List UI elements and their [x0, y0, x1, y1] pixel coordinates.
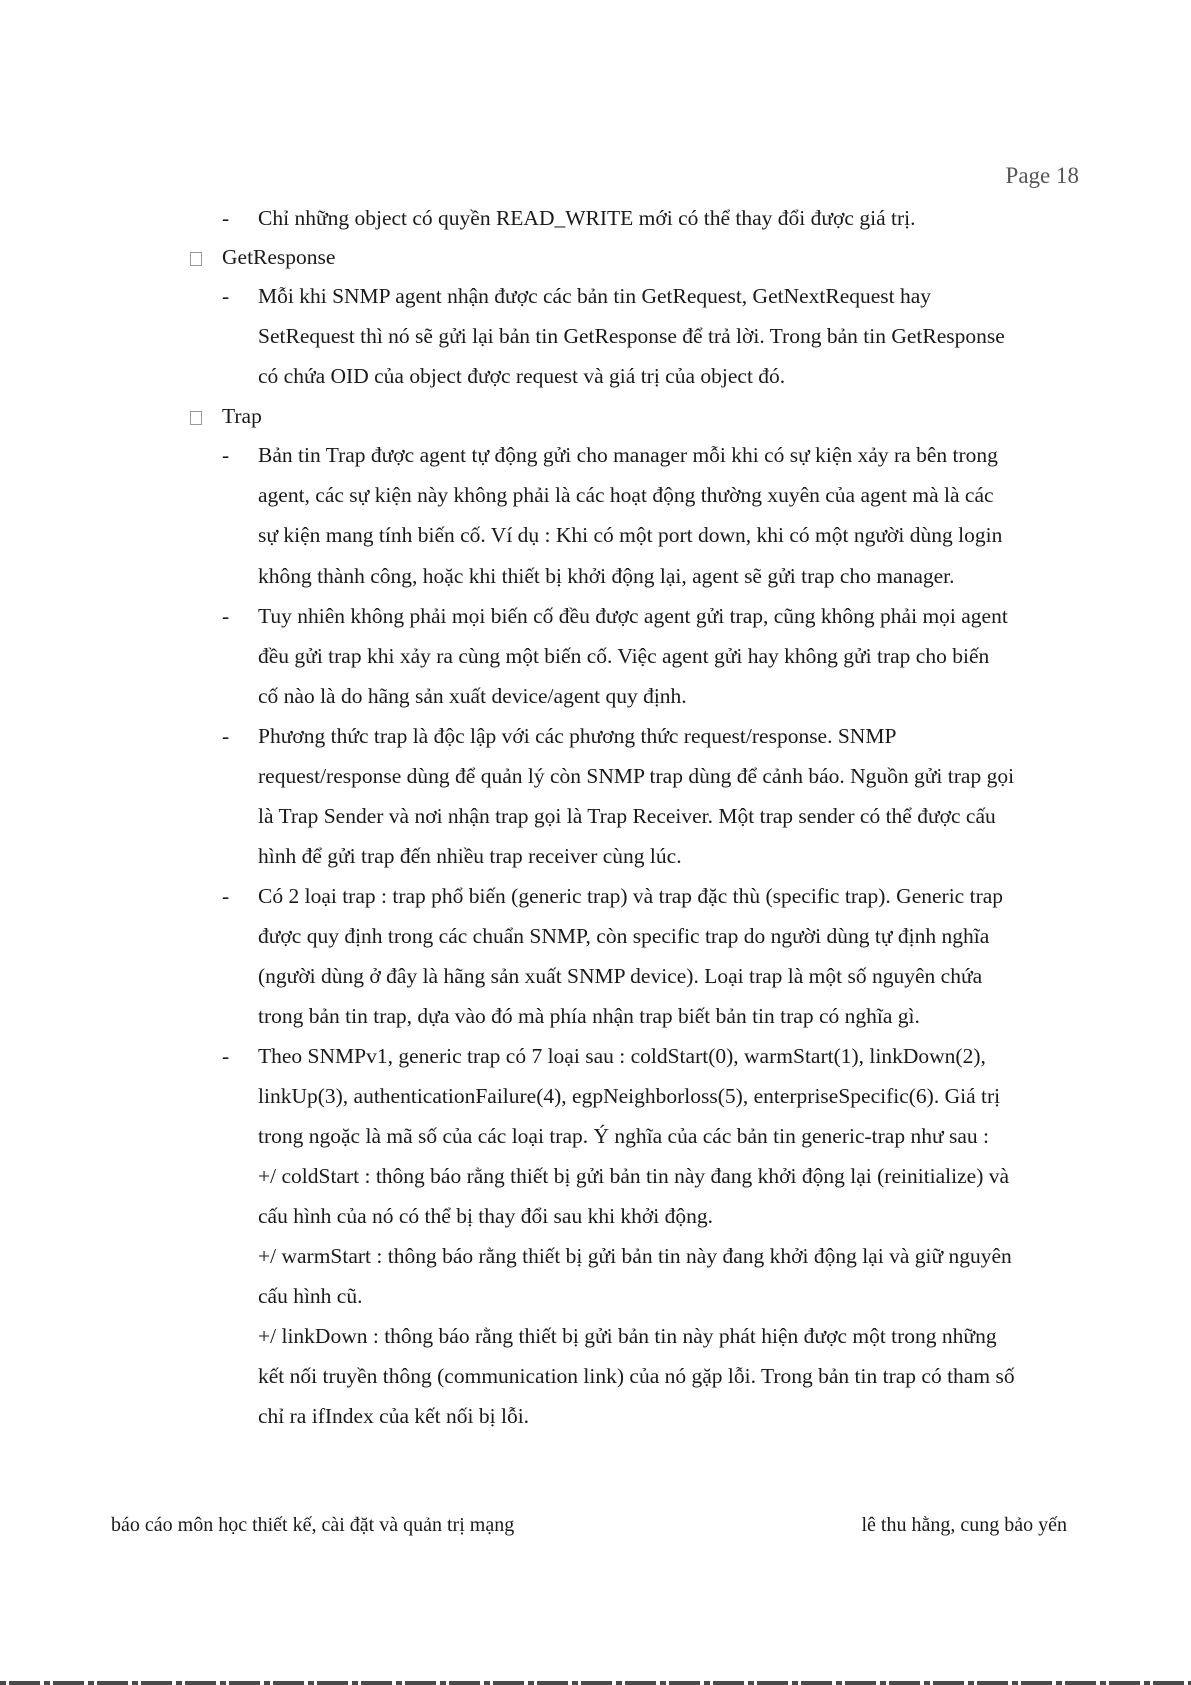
bottom-border	[0, 1681, 1191, 1685]
body-text-line: Theo SNMPv1, generic trap có 7 loại sau : coldStart(0), warmStart(1), linkDown(2),	[258, 1044, 986, 1068]
body-text-line: hình để gửi trap đến nhiều trap receiver cùng lúc.	[258, 844, 682, 868]
body-text-line: sự kiện mang tính biến cố. Ví dụ : Khi có một port down, khi có một người dùng login	[258, 523, 1003, 547]
body-text-line: Mỗi khi SNMP agent nhận được các bản tin GetRequest, GetNextRequest hay	[258, 284, 932, 308]
body-text-line: được quy định trong các chuẩn SNMP, còn specific trap do người dùng tự định nghĩa	[258, 924, 990, 948]
body-text-line: (người dùng ở đây là hãng sản xuất SNMP device). Loại trap là một số nguyên chứa	[258, 964, 983, 988]
body-text-line: cố nào là do hãng sản xuất device/agent quy định.	[258, 684, 687, 708]
dash-bullet: -	[222, 1044, 230, 1068]
body-text-line: Tuy nhiên không phải mọi biến cố đều được agent gửi trap, cũng không phải mọi agent	[258, 604, 1008, 628]
body-text-line: request/response dùng để quản lý còn SNMP trap dùng để cảnh báo. Nguồn gửi trap gọi	[258, 764, 1015, 788]
page-number: Page 18	[1005, 163, 1079, 188]
dash-bullet: -	[222, 284, 230, 308]
footer-right: lê thu hằng, cung bảo yến	[861, 1514, 1067, 1536]
dash-bullet: -	[222, 884, 230, 908]
dash-bullet: -	[222, 604, 230, 628]
body-text-line: +/ linkDown : thông báo rằng thiết bị gửi bản tin này phát hiện được một trong những	[258, 1324, 997, 1348]
body-text-line: SetRequest thì nó sẽ gửi lại bản tin GetResponse để trả lời. Trong bản tin GetResponse	[258, 324, 1005, 348]
body-text-line: trong ngoặc là mã số của các loại trap. Ý nghĩa của các bản tin generic-trap như sau :	[258, 1124, 989, 1148]
dash-bullet: -	[222, 206, 230, 230]
body-text-line: có chứa OID của object được request và giá trị của object đó.	[258, 364, 786, 388]
body-text-line: Chỉ những object có quyền READ_WRITE mới có thể thay đổi được giá trị.	[258, 206, 916, 230]
body-text-line: Bản tin Trap được agent tự động gửi cho manager mỗi khi có sự kiện xảy ra bên trong	[258, 443, 998, 467]
body-text-line: trong bản tin trap, dựa vào đó mà phía nhận trap biết bản tin trap có nghĩa gì.	[258, 1004, 920, 1028]
body-text-line: chỉ ra ifIndex của kết nối bị lỗi.	[258, 1404, 530, 1428]
body-text-line: là Trap Sender và nơi nhận trap gọi là Trap Receiver. Một trap sender có thể được cấu	[258, 804, 996, 828]
body-text-line: Có 2 loại trap : trap phổ biến (generic trap) và trap đặc thù (specific trap). Generic trap	[258, 884, 1004, 908]
dash-bullet: -	[222, 443, 230, 467]
section-heading: GetResponse	[222, 245, 336, 269]
checkbox-bullet-icon	[190, 411, 202, 425]
body-text-line: cấu hình cũ.	[258, 1284, 363, 1308]
body-text-line: linkUp(3), authenticationFailure(4), egpNeighborloss(5), enterpriseSpecific(6). Giá trị	[258, 1084, 1001, 1108]
section-heading: Trap	[222, 404, 262, 428]
body-text-line: kết nối truyền thông (communication link) của nó gặp lỗi. Trong bản tin trap có tham số	[258, 1364, 1015, 1388]
body-text-line: cấu hình của nó có thể bị thay đổi sau khi khởi động.	[258, 1204, 714, 1228]
body-text-line: +/ coldStart : thông báo rằng thiết bị gửi bản tin này đang khởi động lại (reinitialize) và	[258, 1164, 1010, 1188]
body-text-line: Phương thức trap là độc lập với các phương thức request/response. SNMP	[258, 724, 897, 748]
dash-bullet: -	[222, 724, 230, 748]
body-text-line: không thành công, hoặc khi thiết bị khởi động lại, agent sẽ gửi trap cho manager.	[258, 564, 955, 588]
body-text-line: agent, các sự kiện này không phải là các hoạt động thường xuyên của agent mà là các	[258, 483, 994, 507]
body-text-line: đều gửi trap khi xảy ra cùng một biến cố. Việc agent gửi hay không gửi trap cho biến	[258, 644, 990, 668]
footer-left: báo cáo môn học thiết kế, cài đặt và quản trị mạng	[111, 1514, 515, 1536]
body-text-line: +/ warmStart : thông báo rằng thiết bị gửi bản tin này đang khởi động lại và giữ nguyên	[258, 1244, 1012, 1268]
checkbox-bullet-icon	[190, 252, 202, 266]
